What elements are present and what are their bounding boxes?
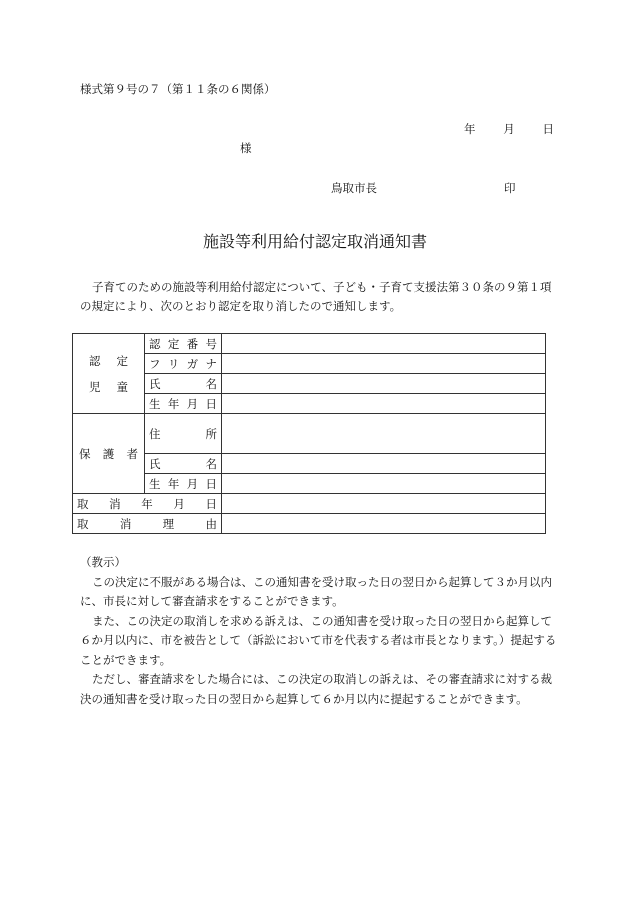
child-name-value — [222, 374, 546, 394]
form-number: 様式第９号の７（第１１条の６関係） — [80, 82, 276, 96]
child-birthdate-value — [222, 394, 546, 414]
intro-text: 子育てのための施設等利用給付認定について、子ども・子育て支援法第３０条の９第１項の規定により、次のとおり認定を取り消したので通知します。 — [80, 280, 552, 313]
furigana-value — [222, 354, 546, 374]
notes-paragraph: ただし、審査請求をした場合には、この決定の取消しの訴えは、その審査請求に対する裁決の通知書を受け取った日の翌日から起算して６か月以内に提起することができます。 — [80, 672, 552, 706]
notes-heading: （教示） — [80, 555, 126, 569]
guardian-name-value — [222, 454, 546, 474]
cert-number-value — [222, 334, 546, 354]
date-year: 年 — [464, 122, 476, 136]
date-line — [464, 121, 554, 137]
cert-number-label: 認 定 番 号 — [145, 334, 222, 354]
guardian-group-label: 保 護 者 — [73, 414, 145, 494]
notes-paragraph: また、この決定の取消しを求める訴えは、この通知書を受け取った日の翌日から起算して６か月以内に、市を被告として（訴訟において市を代表する者は市長となります。）提起することができます。 — [80, 613, 557, 667]
guardian-birthdate-value — [222, 474, 546, 494]
address-value — [222, 414, 546, 454]
certification-table — [72, 333, 546, 534]
document-title: 施設等利用給付認定取消通知書 — [202, 232, 427, 251]
cancel-date-value — [222, 494, 546, 514]
child-birthdate-label: 生 年 月 日 — [145, 394, 222, 414]
child-group-label: 認 定 児 童 — [73, 334, 145, 414]
date-day: 日 — [542, 122, 554, 136]
guardian-birthdate-label: 生 年 月 日 — [145, 474, 222, 494]
cancel-date-label: 取 消 年 月 日 — [73, 494, 222, 514]
sender: 鳥取市長 — [331, 181, 377, 195]
cancel-reason-label: 取 消 理 由 — [73, 514, 222, 534]
notes-paragraph: この決定に不服がある場合は、この通知書を受け取った日の翌日から起算して３か月以内に、市長に対して審査請求をすることができます。 — [80, 574, 552, 608]
address-label: 住 所 — [145, 414, 222, 454]
guardian-name-label: 氏 名 — [145, 454, 222, 474]
cancel-reason-value — [222, 514, 546, 534]
notes-section — [80, 553, 558, 709]
furigana-label: フ リ ガ ナ — [145, 354, 222, 374]
date-month: 月 — [503, 122, 515, 136]
recipient-suffix: 様 — [240, 141, 252, 155]
child-name-label: 氏 名 — [145, 374, 222, 394]
seal-mark: 印 — [504, 181, 516, 195]
